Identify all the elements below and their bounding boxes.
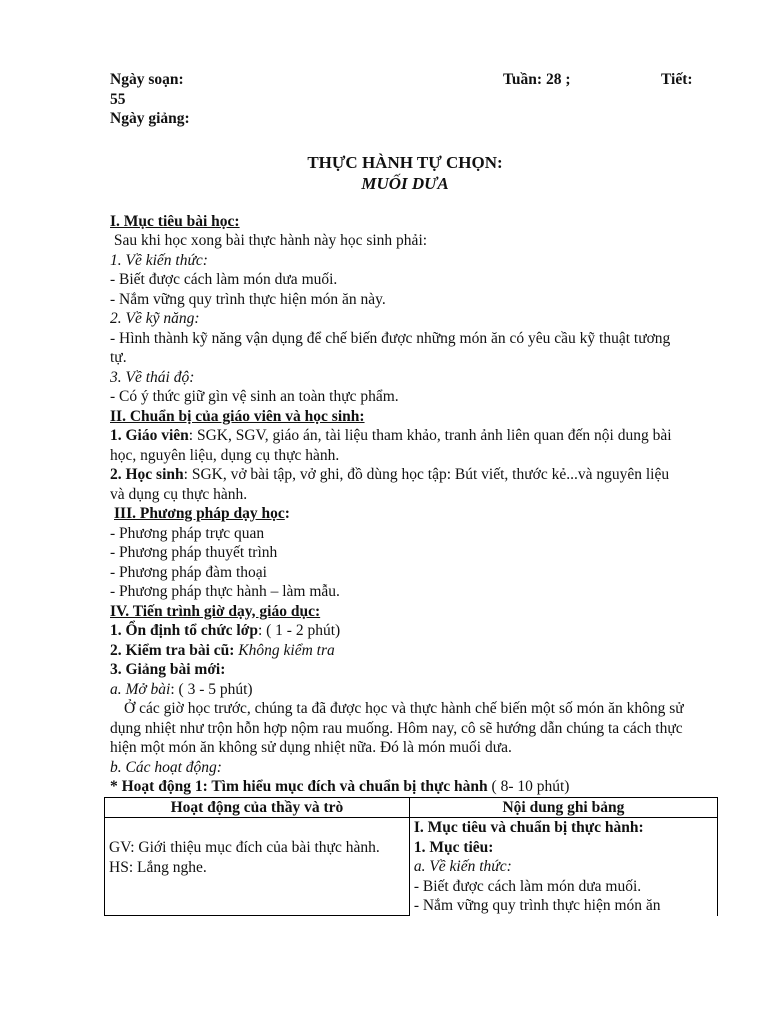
method-item: - Phương pháp trực quan bbox=[110, 524, 265, 542]
hoc-sinh-label: 2. Học sinh bbox=[110, 466, 184, 483]
section-2-heading: II. Chuẩn bị của giáo viên và học sinh: bbox=[110, 407, 365, 425]
mo-bai-label: a. Mở bài bbox=[110, 680, 171, 698]
hoat-dong-1-label: * Hoạt động 1: Tìm hiểu mục đích và chuẩn bị thực hành bbox=[110, 778, 488, 795]
kiem-tra-line: 2. Kiểm tra bài cũ: Không kiểm tra bbox=[110, 641, 335, 659]
activity-table bbox=[104, 797, 718, 917]
hoat-dong-label: b. Các hoạt động: bbox=[110, 758, 222, 776]
section-1-heading: I. Mục tiêu bài học: bbox=[110, 212, 240, 230]
table-cell-activity bbox=[105, 818, 410, 916]
table-cell-content bbox=[409, 818, 717, 916]
kien-thuc-item: - Nắm vững quy trình thực hiện món ăn này. bbox=[110, 290, 386, 308]
tuan-label: Tuần: 28 ; bbox=[503, 71, 571, 88]
hoc-sinh-paragraph bbox=[110, 465, 685, 504]
page-title: THỰC HÀNH TỰ CHỌN: bbox=[307, 152, 503, 172]
hs-activity: HS: Lắng nghe. bbox=[109, 858, 207, 876]
on-dinh-label: 1. Ổn định tổ chức lớp bbox=[110, 622, 258, 639]
section-3-heading: III. Phương pháp dạy học bbox=[114, 505, 285, 522]
tiet-number: 55 bbox=[110, 90, 126, 108]
content-heading: I. Mục tiêu và chuẩn bị thực hành: bbox=[413, 819, 644, 836]
content-item: - Biết được cách làm món dưa muối. bbox=[413, 877, 642, 895]
thai-do-item: - Có ý thức giữ gìn vệ sinh an toàn thực phẩm. bbox=[110, 388, 399, 405]
method-item: - Phương pháp thực hành – làm mẫu. bbox=[110, 583, 340, 600]
method-item: - Phương pháp đàm thoại bbox=[110, 563, 267, 581]
document-page bbox=[110, 70, 700, 916]
giang-bai-label: 3. Giảng bài mới: bbox=[110, 661, 226, 678]
content-sub: 1. Mục tiêu: bbox=[413, 838, 494, 856]
hoc-sinh-text: : SGK, vở bài tập, vở ghi, đồ dùng học tập: Bút viết, thước kẻ...và nguyên liệu và dụng cụ thực hành. bbox=[110, 466, 670, 503]
thai-do-label: 3. Về thái độ: bbox=[110, 368, 195, 386]
hoat-dong-1-line: * Hoạt động 1: Tìm hiểu mục đích và chuẩn bị thực hành ( 8- 10 phút) bbox=[110, 778, 570, 795]
content-kt-label: a. Về kiến thức: bbox=[413, 858, 512, 875]
section-4-heading: IV. Tiến trình giờ dạy, giáo dục: bbox=[110, 602, 321, 620]
kiem-tra-label: 2. Kiểm tra bài cũ: bbox=[110, 641, 235, 659]
ky-nang-label: 2. Về kỹ năng: bbox=[110, 310, 200, 327]
section-1-intro: Sau khi học xong bài thực hành này học sinh phải: bbox=[110, 232, 428, 249]
ngay-soan-label: Ngày soạn: bbox=[110, 71, 184, 88]
gv-activity: GV: Giới thiệu mục đích của bài thực hành. bbox=[109, 839, 380, 856]
page-subtitle: MUỐI DƯA bbox=[361, 173, 449, 193]
ngay-giang-label: Ngày giảng: bbox=[110, 110, 190, 127]
mo-bai-paragraph: Ở các giờ học trước, chúng ta đã được học và thực hành chế biến một số món ăn không sử dụng nhiệt như trộn hỗn hợp nộm rau muống. Hôm nay, cô sẽ hướng dẫn chúng ta cách thực hiện một món ăn không sử dụng nhiệt nữa. Đó là món muối dưa. bbox=[110, 700, 684, 756]
content-item: - Nắm vững quy trình thực hiện món ăn bbox=[413, 897, 661, 914]
section-3-heading-line: III. Phương pháp dạy học: bbox=[114, 505, 290, 522]
giao-vien-paragraph bbox=[110, 426, 685, 465]
header-row bbox=[110, 70, 700, 90]
ky-nang-item: - Hình thành kỹ năng vận dụng để chế biến được những món ăn có yêu cầu kỹ thuật tương tự. bbox=[110, 329, 671, 366]
on-dinh-line: 1. Ổn định tổ chức lớp: ( 1 - 2 phút) bbox=[110, 622, 341, 639]
table-header-row bbox=[105, 797, 718, 818]
tiet-label: Tiết: bbox=[661, 71, 693, 88]
mo-bai-line: a. Mở bài: ( 3 - 5 phút) bbox=[110, 680, 253, 698]
giao-vien-text: : SGK, SGV, giáo án, tài liệu tham khảo, tranh ảnh liên quan đến nội dung bài học, nguyên liệu, dụng cụ thực hành. bbox=[110, 427, 672, 464]
kien-thuc-label: 1. Về kiến thức: bbox=[110, 251, 208, 269]
table-row bbox=[105, 818, 718, 916]
table-header: Nội dung ghi bảng bbox=[409, 797, 717, 818]
table-header: Hoạt động của thầy và trò bbox=[105, 797, 410, 818]
method-item: - Phương pháp thuyết trình bbox=[110, 544, 278, 561]
kien-thuc-item: - Biết được cách làm món dưa muối. bbox=[110, 271, 338, 288]
giao-vien-label: 1. Giáo viên bbox=[110, 427, 189, 444]
